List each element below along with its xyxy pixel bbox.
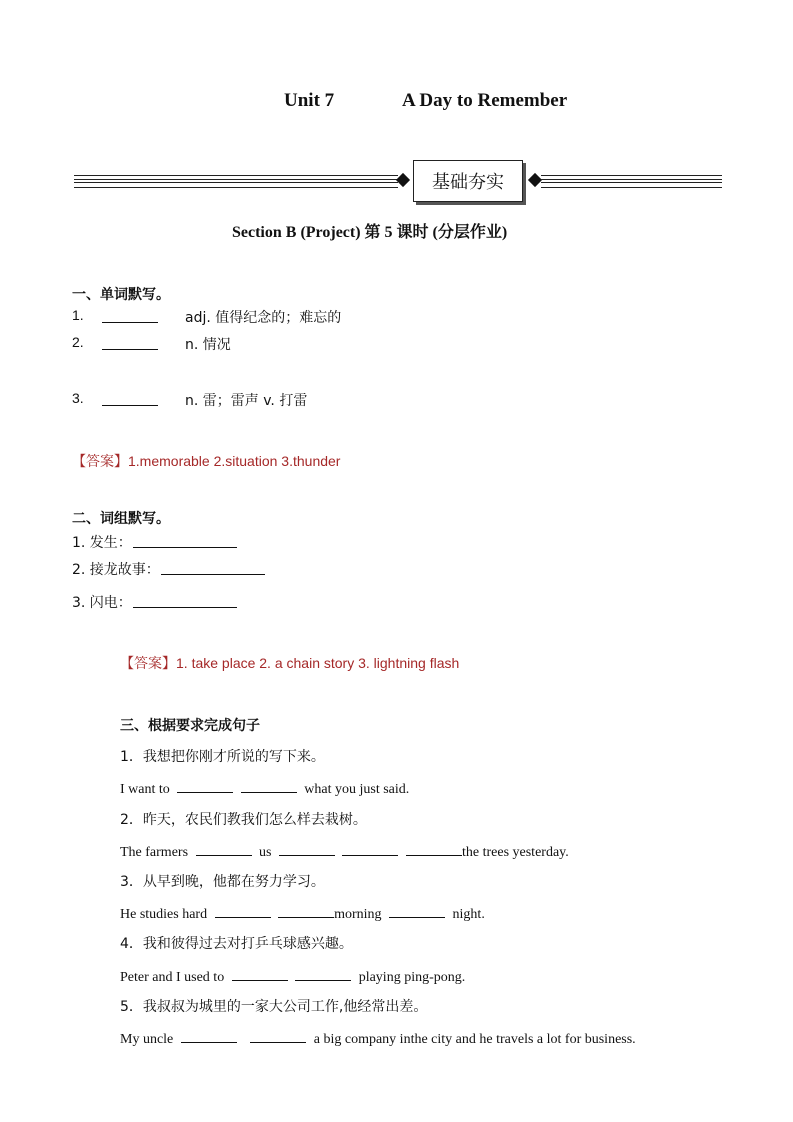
sentence-text: Peter and I used to <box>120 970 225 985</box>
answer-blank[interactable] <box>279 841 335 856</box>
section2-item-3-label: 3. 闪电： <box>72 595 132 611</box>
section3-item-1-chinese: 1．我想把你刚才所说的写下来。 <box>120 749 325 765</box>
answer-blank[interactable] <box>241 778 297 793</box>
section1-item-1-num: 1. <box>72 307 84 323</box>
section3-item-5-chinese: 5．我叔叔为城里的一家大公司工作,他经常出差。 <box>120 999 428 1015</box>
answer-tag: 【答案】 <box>120 656 176 672</box>
section1-item-3-meaning: n. 雷；雷声 v. 打雷 <box>185 393 308 409</box>
answer-blank[interactable] <box>177 778 233 793</box>
answer-tag: 【答案】 <box>72 454 128 470</box>
answer-blank[interactable] <box>406 841 462 856</box>
sentence-text: He studies hard <box>120 907 208 922</box>
section2-item-1-blank[interactable] <box>133 533 237 548</box>
section3-item-3-english <box>120 903 485 923</box>
section1-item-2-meaning: n. 情况 <box>185 337 231 353</box>
sentence-text: us <box>259 845 272 860</box>
section2-item-3-blank[interactable] <box>133 593 237 608</box>
answer-blank[interactable] <box>215 903 271 918</box>
section3-heading: 三、根据要求完成句子 <box>120 718 260 734</box>
sentence-text: what you just said. <box>304 782 410 797</box>
section1-heading: 一、单词默写。 <box>72 287 170 303</box>
unit-title: A Day to Remember <box>402 90 568 111</box>
banner-right-rule <box>541 175 722 188</box>
section3-item-4-english <box>120 966 465 986</box>
section3-item-5-english <box>120 1028 636 1048</box>
section1-item-3-blank[interactable] <box>102 391 158 406</box>
section3-item-3-chinese: 3．从早到晚，他都在努力学习。 <box>120 874 325 890</box>
answer-text: 1. take place 2. a chain story 3. lightning flash <box>176 655 460 671</box>
sentence-text: morning <box>334 907 382 922</box>
answer-blank[interactable] <box>278 903 334 918</box>
section-subtitle: Section B (Project) 第 5 课时 (分层作业) <box>232 224 508 241</box>
section2-heading: 二、词组默写。 <box>72 511 170 527</box>
answer-blank[interactable] <box>389 903 445 918</box>
sentence-text: My uncle <box>120 1032 174 1047</box>
section2-item-2-label: 2. 接龙故事： <box>72 562 160 578</box>
section2-item-2-blank[interactable] <box>161 560 265 575</box>
sentence-text: The farmers <box>120 845 189 860</box>
section1-item-2-num: 2. <box>72 334 84 350</box>
answer-text: 1.memorable 2.situation 3.thunder <box>128 453 341 469</box>
answer-blank[interactable] <box>196 841 252 856</box>
section3-item-1-english <box>120 778 409 798</box>
answer-blank[interactable] <box>342 841 398 856</box>
section3-item-2-chinese: 2．昨天，农民们教我们怎么样去栽树。 <box>120 812 367 828</box>
sentence-text: night. <box>452 907 485 922</box>
section1-item-3-num: 3. <box>72 390 84 406</box>
section3-item-4-chinese: 4．我和彼得过去对打乒乓球感兴趣。 <box>120 936 353 952</box>
sentence-text: a big company inthe city and he travels a lot for business. <box>313 1032 636 1047</box>
section1-item-1-meaning: adj. 值得纪念的；难忘的 <box>185 310 342 326</box>
answer-blank[interactable] <box>250 1028 306 1043</box>
sentence-text: playing ping-pong. <box>358 970 466 985</box>
section2-answer <box>120 653 459 673</box>
section1-answer <box>72 451 340 471</box>
section1-item-1-blank[interactable] <box>102 308 158 323</box>
sentence-text: I want to <box>120 782 170 797</box>
banner-right-diamond <box>528 173 542 187</box>
sentence-text: the trees yesterday. <box>461 845 569 860</box>
unit-number: Unit 7 <box>284 90 335 111</box>
banner-left-diamond <box>396 173 410 187</box>
section2-item-1-label: 1. 发生： <box>72 535 132 551</box>
section3-item-2-english <box>120 841 569 861</box>
banner-left-rule <box>74 175 398 188</box>
answer-blank[interactable] <box>181 1028 237 1043</box>
answer-blank[interactable] <box>295 966 351 981</box>
section1-item-2-blank[interactable] <box>102 335 158 350</box>
answer-blank[interactable] <box>232 966 288 981</box>
banner-label: 基础夯实 <box>413 160 523 202</box>
